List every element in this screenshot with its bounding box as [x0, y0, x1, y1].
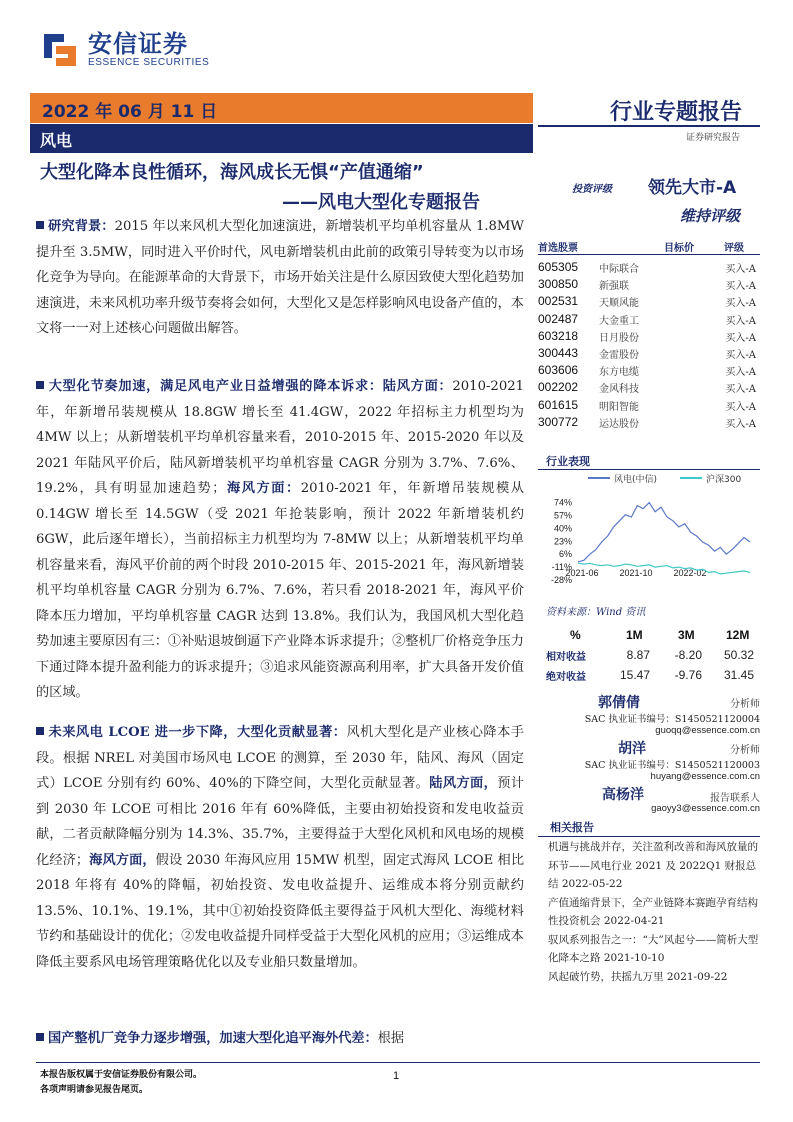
footer-notice: 各项声明请参见报告尾页。: [40, 1085, 149, 1095]
stock-rating: 买入-A: [725, 298, 756, 310]
stock-rating: 买入-A: [725, 367, 756, 379]
returns-row-relative: [546, 646, 756, 666]
stock-table-header: [538, 237, 760, 255]
paragraph-lead-onshore: 陆风方面，: [429, 776, 498, 791]
stock-name: 金雷股份: [599, 350, 639, 361]
report-date: 2022 年 06 月 11 日: [42, 102, 218, 122]
paragraph-text: 2015 年以来风机大型化加速演进，新增装机平均单机容量从 1.8MW 提升至 3.5MW，同时进入平价时代，风电新增装机由此前的政策引导转变为以市场化竞争为导向。在能源革命的大背景下，市场开始关注是什么原因致使大型化趋势加速演进，未来风机功率升级节奏将会如何，大型化又是怎样影响风电设备产值的，本文将一一对上述核心问题做出解答。: [36, 219, 524, 336]
legend-label: 风电(中信): [614, 475, 658, 485]
stock-code: 601615: [538, 397, 579, 412]
stock-code: 300772: [538, 414, 579, 429]
series-line: [578, 563, 750, 574]
returns-header-12m: 12M: [726, 628, 750, 642]
chart-source: 资料来源：Wind 资讯: [546, 607, 646, 618]
analyst-role: 分析师: [730, 745, 760, 756]
logo-mark-icon: [40, 30, 80, 70]
analyst-name: 郭倩倩: [598, 695, 640, 711]
stock-rating: 买入-A: [725, 315, 756, 327]
stock-rating: 买入-A: [725, 350, 756, 361]
stock-code: 300850: [538, 277, 579, 292]
returns-header-unit: %: [570, 628, 581, 642]
stock-row: [538, 380, 760, 397]
legend-label: 沪深300: [706, 475, 742, 485]
y-tick-label: 6%: [558, 549, 572, 560]
paragraph-lead: 研究背景：: [48, 219, 115, 234]
x-tick-label: 2021-06: [565, 568, 599, 578]
paragraph-text: 风机大型化是产业核心降本手段。根据 NREL 对美国市场风电 LCOE 的测算，至 2030 年，陆风、海风（固定式）LCOE 分别有约 60%、40%的下降空间，大型化贡献显著。: [36, 725, 524, 791]
paragraph-background: [36, 214, 524, 342]
paragraph-text: 2010-2021 年，年新增吊装规模从 0.14GW 增长至 14.5GW（受 2021 年抢装影响，预计 2022 年新增装机约 6GW，此后逐年增长），当前招标主力机型均为 7-8MW 以上；从新增装机平均单机容量来看，海风平价前的两个时段 2010-2015 年、2015-2021 年，海风新增装机平均单机容量 CAGR 分别为 6.7%、7.6%，若只看 2018-2021 年，海风平价降本压力增加，平均单机容量 CAGR 达到 13.8%。我们认为，我国风机大型化趋势加速主要原因有三：①补贴退坡倒逼下产业降本诉求提升；②整机厂价格竞争压力下通过降本提升盈利能力的诉求提升；③追求风能资源高利用率，扩大具备开发价值的区域。: [36, 481, 524, 700]
header-stock: 首选股票: [538, 243, 578, 254]
rating-maintain: 维持评级: [680, 207, 741, 225]
report-subtitle: ——风电大型化专题报告: [282, 192, 480, 213]
returns-header-1m: 1M: [626, 628, 643, 642]
stock-row: [538, 363, 760, 380]
analyst-role: 报告联系人: [710, 793, 760, 804]
stock-rating: 买入-A: [725, 418, 756, 430]
stock-name: 东方电缆: [599, 367, 639, 379]
performance-chart-svg: [540, 468, 762, 600]
stock-name: 中际联合: [599, 264, 639, 275]
x-tick-label: 2021-10: [619, 568, 653, 578]
paragraph-text: 预计到 2030 年 LCOE 可相比 2016 年有 60%降低，主要由初始投资和发电收益贡献，二者贡献降幅分别为 14.3%、35.7%，主要得益于大型化风机和风电场的规模化经济；: [36, 776, 525, 868]
paragraph-lead: 未来风电 LCOE 进一步下降，大型化贡献显著：: [48, 725, 347, 740]
returns-value: -8.20: [674, 648, 702, 662]
y-tick-label: 57%: [553, 510, 572, 521]
footer-disclaimer: [40, 1068, 202, 1098]
returns-value: 31.45: [723, 668, 754, 682]
paragraph-lead: 大型化节奏加速，满足风电产业日益增强的降本诉求：陆风方面：: [48, 379, 453, 394]
paragraph-lead-offshore: 海风方面：: [225, 481, 301, 496]
related-report-link[interactable]: 驭风系列报告之一：“大”风起兮——简析大型化降本之路 2021-10-10: [548, 933, 759, 964]
report-type-divider: [538, 125, 760, 127]
analyst-email: gaoyy3@essence.com.cn: [651, 803, 760, 814]
paragraph-lead: 国产整机厂竞争力逐步增强，加速大型化追平海外代差：: [48, 1031, 378, 1046]
report-type: 行业专题报告: [610, 100, 743, 125]
y-tick-label: 23%: [553, 536, 572, 547]
footer-copyright: 本报告版权属于安信证券股份有限公司。: [40, 1070, 203, 1080]
returns-header-row: [546, 626, 756, 646]
report-title: 大型化降本良性循环，海风成长无惧“产值通缩”: [40, 162, 424, 183]
analyst-email: huyang@essence.com.cn: [650, 771, 760, 782]
returns-value: 8.87: [626, 648, 650, 662]
related-reports-list: [548, 838, 762, 986]
analyst-email: guoqq@essence.com.cn: [655, 725, 760, 736]
header-target: 目标价: [664, 243, 694, 254]
analyst-sac: SAC 执业证书编号：S1450521120003: [584, 760, 760, 771]
related-reports-title: 相关报告: [538, 818, 760, 837]
rating-label: 投资评级: [572, 184, 612, 195]
stock-name: 大金重工: [599, 315, 639, 327]
stock-name: 运达股份: [599, 418, 639, 430]
stock-rating: 买入-A: [725, 264, 756, 275]
sector-label: 风电: [40, 131, 73, 150]
analyst-card: [560, 738, 760, 786]
stock-row: [538, 329, 760, 346]
analyst-sac: SAC 执业证书编号：S1450521120004: [584, 714, 760, 725]
paragraph-text: 2010-2021 年，年新增吊装规模从 18.8GW 增长至 41.4GW，2022 年招标主力机型均为 4MW 以上；从新增装机平均单机容量来看，2010-2015 年、2015-2020 年以及 2021 年陆风平价后，陆风新增装机平均单机容量 CAGR 分别为 3.7%、7.6%、19.2%，具有明显加速趋势；: [36, 379, 524, 496]
stock-name: 天顺风能: [599, 298, 639, 310]
returns-value: 15.47: [619, 668, 650, 682]
stock-row: [538, 277, 760, 294]
stock-rating: 买入-A: [725, 384, 756, 396]
stock-row: [538, 294, 760, 311]
y-tick-label: -28%: [550, 575, 572, 585]
related-report-link[interactable]: 机遇与挑战并存，关注盈利改善和海风放量的环节——风电行业 2021 及 2022Q1 财报总结 2022-05-22: [548, 841, 758, 890]
paragraph-lead-offshore: 海风方面，: [89, 852, 156, 868]
bullet-square-icon: [36, 381, 44, 389]
header-rating: 评级: [724, 243, 744, 254]
returns-header-3m: 3M: [678, 628, 695, 642]
rating-value: 领先大市-A: [648, 178, 737, 198]
paragraph-lcoe: [36, 720, 524, 975]
y-tick-label: -11%: [551, 562, 572, 573]
report-subtype: 证券研究报告: [686, 133, 741, 143]
analyst-role: 分析师: [730, 699, 760, 710]
stock-code: 603218: [538, 328, 579, 343]
stock-row: [538, 346, 760, 363]
y-tick-label: 74%: [553, 497, 572, 508]
stock-name: 新强联: [599, 281, 629, 293]
returns-value: 50.32: [723, 648, 754, 662]
stock-row: [538, 415, 760, 432]
page-number: 1: [393, 1070, 400, 1082]
analyst-card: [560, 692, 760, 740]
related-report-link[interactable]: 产值通缩背景下，全产业链降本赛跑孕育结构性投资机会 2022-04-21: [548, 896, 758, 927]
stock-rating: 买入-A: [725, 281, 756, 293]
bullet-square-icon: [36, 727, 44, 735]
performance-chart: [540, 468, 762, 600]
returns-row-absolute: [546, 666, 756, 686]
stock-row: [538, 260, 760, 277]
bullet-square-icon: [36, 1033, 44, 1041]
stock-name: 明阳智能: [599, 401, 639, 413]
stock-rating: 买入-A: [725, 332, 756, 344]
returns-value: -9.76: [674, 668, 702, 682]
paragraph-text: 假设 2030 年海风应用 15MW 机型，固定式海风 LCOE 相比 2018 年将有 40%的降幅，初始投资、发电收益提升、运维成本将分别贡献约 13.5%、10.1%、19.1%，其中①初始投资降低主要得益于风机大型化、海缆材料节约和基础设计的优化；②发电收益提升同样受益于大型化风机的应用；③运维成本降低主要系风电场管理策略优化以及专业船只数量增加。: [36, 852, 525, 970]
x-tick-label: 2022-02: [673, 568, 707, 578]
analyst-name: 胡洋: [618, 741, 646, 757]
paragraph-large-scale: [36, 374, 524, 706]
stock-code: 300443: [538, 346, 579, 360]
stock-name: 日月股份: [599, 332, 639, 344]
paragraph-domestic: [36, 1026, 524, 1052]
stock-name: 金风科技: [599, 384, 639, 396]
stock-row: [538, 398, 760, 415]
logo-name-en: ESSENCE SECURITIES: [88, 57, 210, 68]
performance-title: 行业表现: [538, 451, 760, 470]
company-logo: [40, 30, 209, 70]
returns-table: [546, 626, 756, 686]
bullet-square-icon: [36, 221, 44, 229]
analyst-card: [560, 784, 760, 818]
stock-code: 603606: [538, 363, 579, 378]
returns-label: 相对收益: [546, 652, 586, 663]
y-tick-label: 40%: [553, 523, 572, 534]
related-report-link[interactable]: 风起破竹势，扶摇九万里 2021-09-22: [548, 970, 728, 983]
stock-code: 605305: [538, 260, 579, 274]
logo-name-cn: 安信证券: [88, 30, 188, 58]
stock-rating: 买入-A: [725, 401, 756, 413]
stock-row: [538, 312, 760, 329]
stock-code: 002202: [538, 380, 579, 395]
sector-bar: [30, 124, 533, 153]
series-line: [578, 503, 750, 562]
paragraph-text: 根据: [377, 1031, 405, 1046]
footer-divider: [36, 1062, 760, 1063]
stock-code: 002531: [538, 294, 579, 309]
returns-label: 绝对收益: [546, 672, 586, 683]
analyst-name: 高杨洋: [602, 787, 644, 803]
stock-code: 002487: [538, 311, 579, 326]
